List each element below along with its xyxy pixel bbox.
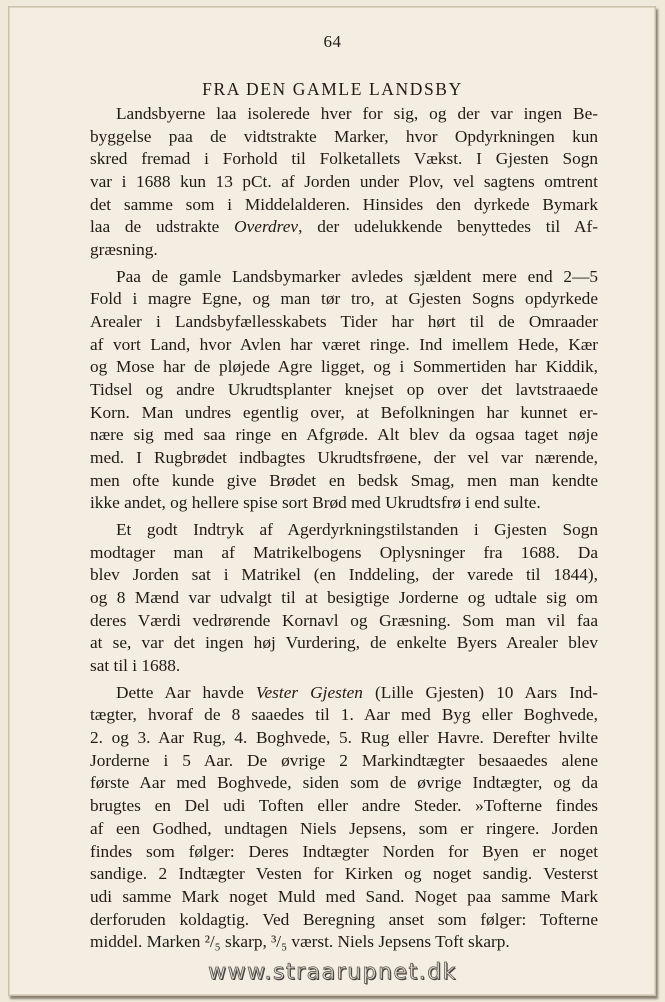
text-line: blev Jorden sat i Matrikel (en Inddeling, der varede til 1844),	[90, 565, 598, 585]
text-line: Paa de gamle Landsbymarker avledes sjældent mere end 2—5	[116, 266, 598, 286]
text-line: Fold i magre Egne, og man tør tro, at Gjesten Sogns opdyrkede	[90, 289, 598, 309]
paragraph	[90, 682, 598, 954]
text-line: laa de udstrakte Overdrev, der udelukkende benyttedes til Af-	[90, 217, 598, 237]
text-line: 2. og 3. Aar Rug, 4. Boghvede, 5. Rug eller Havre. Derefter hvilte	[90, 728, 598, 748]
paragraph	[90, 519, 598, 678]
body-text	[90, 103, 598, 954]
text-line: Landsbyerne laa isolerede hver for sig, og der var ingen Be-	[116, 104, 598, 123]
emphasized-term: Overdrev	[234, 217, 299, 237]
paragraph	[90, 266, 598, 515]
text-line: Et godt Indtryk af Agerdyrkningstilstanden i Gjesten Sogn	[116, 520, 598, 540]
text-line: men ofte kunde give Brødet en bedsk Smag, men man kendte	[90, 470, 598, 490]
text-line: og Mose har de pløjede Agre ligget, og i Sommertiden har Kiddik,	[90, 357, 598, 377]
text-line: derforuden koldagtig. Ved Beregning anset som følger: Tofterne	[90, 909, 598, 929]
text-line: var i 1688 kun 13 pCt. af Jorden under Plov, vel sagtens omtrent	[90, 172, 598, 192]
text-line: Korn. Man undres egentlig over, at Befolkningen har kunnet er-	[90, 402, 598, 422]
text-line: at se, var det ingen høj Vurdering, de enkelte Byers Arealer blev	[90, 633, 598, 653]
text-line: brugtes en Del udi Toften eller andre Steder. »Tofterne findes	[90, 796, 598, 816]
text-line: Tidsel og andre Ukrudtsplanter knejset op over det lavtstraaede	[90, 380, 598, 400]
text-line: deres Værdi vedrørende Kornavl og Græsning. Som man vil faa	[90, 610, 598, 630]
text-line: Jorderne i 5 Aar. De øvrige 2 Markindtægter besaaedes alene	[90, 750, 598, 770]
text-line: græsning.	[90, 240, 158, 260]
text-line: udi samme Mark noget Muld med Sand. Noget paa samme Mark	[90, 886, 598, 906]
text-line: med. I Rugbrødet indbagtes Ukrudtsfrøene, der vel var nærende,	[90, 448, 598, 468]
text-line: sat til i 1688.	[90, 656, 181, 676]
text-line: første Aar med Boghvede, siden som de øvrige Indtægter, og da	[90, 773, 598, 793]
text-line: findes som følger: Deres Indtægter Norden for Byen er noget	[90, 841, 598, 861]
text-line: skred fremad i Forhold til Folketallets Vækst. I Gjesten Sogn	[90, 149, 598, 169]
emphasized-term: Vester Gjesten	[255, 682, 363, 702]
text-line: Dette Aar havde Vester Gjesten (Lille Gjesten) 10 Aars Ind-	[116, 682, 598, 702]
text-line: af vort Land, hvor Avlen har været ringe. Ind imellem Hede, Kær	[90, 334, 598, 354]
text-line: sandige. 2 Indtægter Vesten for Kirken og noget sandig. Vesterst	[90, 864, 598, 884]
text-line: det samme som i Middelalderen. Hinsides den dyrkede Bymark	[90, 194, 598, 214]
text-line: modtager man af Matrikelbogens Oplysninger fra 1688. Da	[90, 542, 598, 562]
text-line: og 8 Mænd var udvalgt til at besigtige Jorderne og udtale sig om	[90, 588, 598, 608]
text-line: af een Godhed, undtagen Niels Jepsens, som er ringere. Jorden	[90, 818, 598, 838]
text-line: nære sig med saa ringe en Afgrøde. Alt blev da ogsaa taget nøje	[90, 425, 598, 445]
text-line: tægter, hvoraf de 8 saaedes til 1. Aar med Byg eller Boghvede,	[90, 705, 598, 725]
site-watermark: www.straarupnet.dk	[208, 960, 457, 985]
paragraph	[90, 103, 598, 262]
text-line: middel. Marken ²/₅ skarp, ³/₅ værst. Niels Jepsens Toft skarp.	[90, 932, 510, 952]
text-line: ikke andet, og hellere spise sort Brød med Ukrudtsfrø i end sulte.	[90, 493, 541, 513]
chapter-heading: FRA DEN GAMLE LANDSBY	[202, 79, 463, 99]
page-number: 64	[323, 32, 342, 51]
text-line: byggelse paa de vidtstrakte Marker, hvor Opdyrkningen kun	[90, 126, 598, 146]
text-line: Arealer i Landsbyfællesskabets Tider har hørt til de Omraader	[90, 312, 598, 332]
